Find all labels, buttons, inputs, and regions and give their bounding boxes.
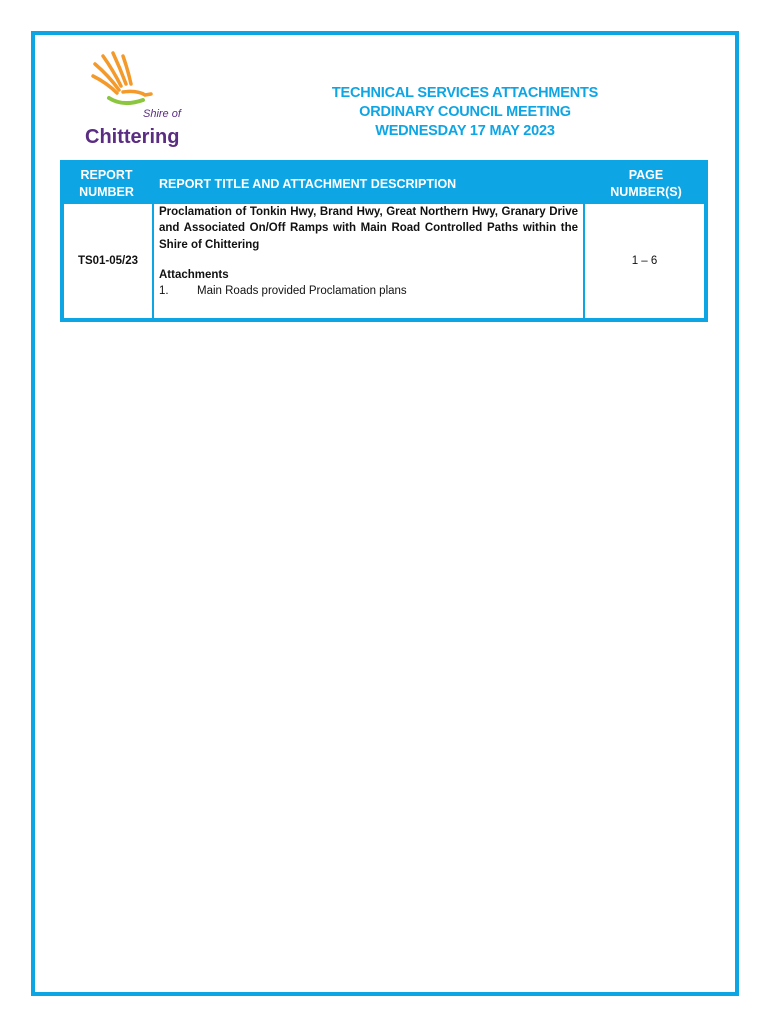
report-number-cell: TS01-05/23 [64, 204, 152, 318]
attachment-item [154, 283, 583, 299]
header-report-number-line-1: REPORT [80, 168, 133, 182]
pages-cell: 1 – 6 [585, 204, 704, 318]
attachment-text: Main Roads provided Proclamation plans [197, 285, 407, 298]
logo-text-shire-of: Shire of [143, 108, 181, 120]
description-cell [154, 204, 583, 318]
header-pages-line-1: PAGE [628, 168, 664, 182]
header-description: REPORT TITLE AND ATTACHMENT DESCRIPTION [159, 177, 457, 191]
title-line-2: ORDINARY COUNCIL MEETING [359, 104, 571, 120]
attachments-table [60, 160, 708, 322]
bird-logo-icon [85, 50, 175, 108]
report-title: Proclamation of Tonkin Hwy, Brand Hwy, Great Northern Hwy, Granary Drive and Associated On/Off Ramps with Main Road Controlled Paths within the Shire of Chittering [159, 206, 578, 251]
shire-logo [85, 50, 210, 152]
logo-text-chittering: Chittering [85, 126, 180, 148]
header-report-number [60, 167, 153, 201]
title-line-3: WEDNESDAY 17 MAY 2023 [375, 123, 555, 139]
document-title [300, 84, 630, 141]
header-pages [584, 167, 708, 201]
attachments-label: Attachments [159, 268, 229, 281]
header-pages-line-2: NUMBER(S) [610, 185, 682, 199]
attachment-number: 1. [159, 285, 169, 298]
header-report-number-line-2: NUMBER [79, 185, 134, 199]
title-line-1: TECHNICAL SERVICES ATTACHMENTS [331, 85, 599, 101]
